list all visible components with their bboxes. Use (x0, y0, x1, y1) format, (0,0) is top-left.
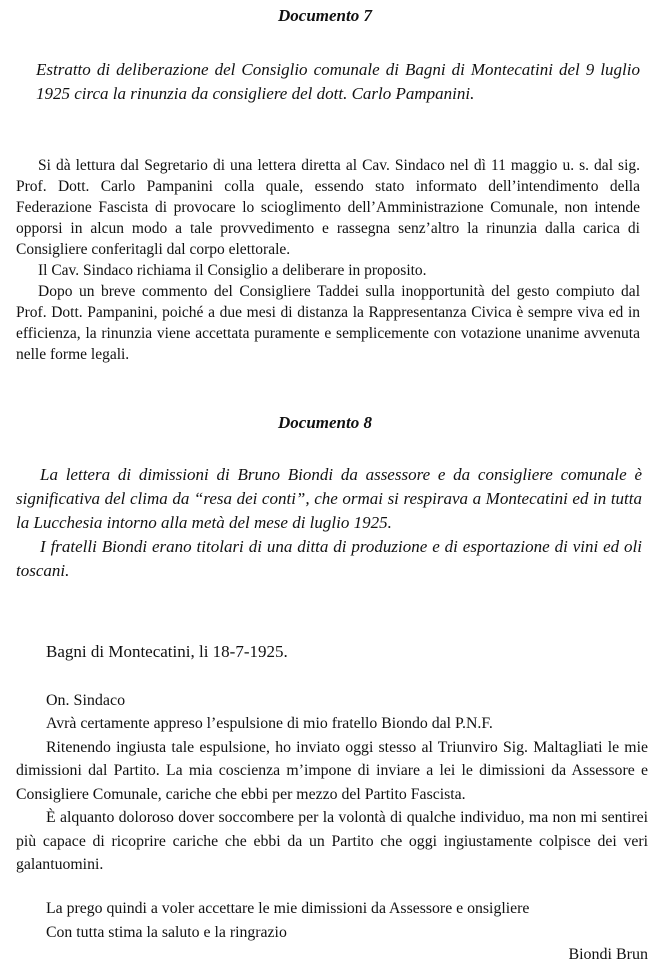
doc8-intro-paragraph: I fratelli Biondi erano titolari di una ditta di produzione e di esportazione di vini ed oli toscani. (16, 537, 642, 580)
doc7-heading: Documento 7 (278, 6, 372, 25)
letter-paragraph: Avrà certamente appreso l’espulsione di mio fratello Biondo dal P.N.F. (46, 715, 493, 732)
doc7-intro: Estratto di deliberazione del Consiglio comunale di Bagni di Montecatini del 9 luglio 1925 circa la rinunzia da consigliere del dott. Carlo Pampanini. (36, 60, 640, 103)
letter-closing: Con tutta stima la saluto e la ringrazio (46, 924, 287, 941)
doc8-heading: Documento 8 (278, 413, 372, 432)
letter-paragraph: Ritenendo ingiusta tale espulsione, ho inviato oggi stesso al Triunviro Sig. Maltagliati le mie dimissioni dal Partito. La mia coscienza m’impone di inviare a lei le dimissioni da Assessore e Consigliere Comunale, cariche che ebbi per mezzo del Partito Fascista. (16, 738, 648, 803)
doc7-paragraph: Il Cav. Sindaco richiama il Consiglio a deliberare in proposito. (38, 262, 427, 279)
doc7-paragraph: Si dà lettura dal Segretario di una lettera diretta al Cav. Sindaco nel dì 11 maggio u. s. dal sig. Prof. Dott. Carlo Pampanini colla quale, essendo stato informato dell’intendimento della Federazione Fascista di provocare lo scioglimento dell’Amministrazione Comunale, non intende opporsi in alcun modo a tale provvedimento e rassegna senz’altro la rinunzia dalla carica di Consigliere conferitagli dal corpo elettorale. (16, 157, 640, 258)
doc7-paragraph: Dopo un breve commento del Consigliere Taddei sulla inopportunità del gesto compiuto dal Prof. Dott. Pampanini, poiché a due mesi di distanza la Rappresentanza Civica è sempre viva ed in efficienza, la rinunzia viene accettata puramente e semplicemente con votazione unanime avvenuta nelle forme legali. (16, 283, 640, 363)
doc8-intro-paragraph: La lettera di dimissioni di Bruno Biondi da assessore e da consigliere comunale è significativa del clima da “resa dei conti”, che ormai si respirava a Montecatini ed in tutta la Lucchesia intorno alla metà del mese di luglio 1925. (16, 465, 642, 532)
doc8-intro (16, 463, 642, 583)
letter-body (16, 712, 648, 877)
letter-paragraph: È alquanto doloroso dover soccombere per la volontà di qualche individuo, ma non mi sentirei più capace di ricoprire cariche che ebbi da un Partito che oggi ingiustamente colpisce dei veri galantuomini. (16, 809, 648, 873)
letter-signature: Biondi Brun (568, 946, 648, 963)
doc7-body (16, 155, 640, 365)
letter-request: La prego quindi a voler accettare le mie dimissioni da Assessore e onsigliere (46, 900, 530, 917)
letter-salutation: On. Sindaco (46, 692, 126, 709)
letter-place-date: Bagni di Montecatini, li 18-7-1925. (46, 642, 288, 661)
